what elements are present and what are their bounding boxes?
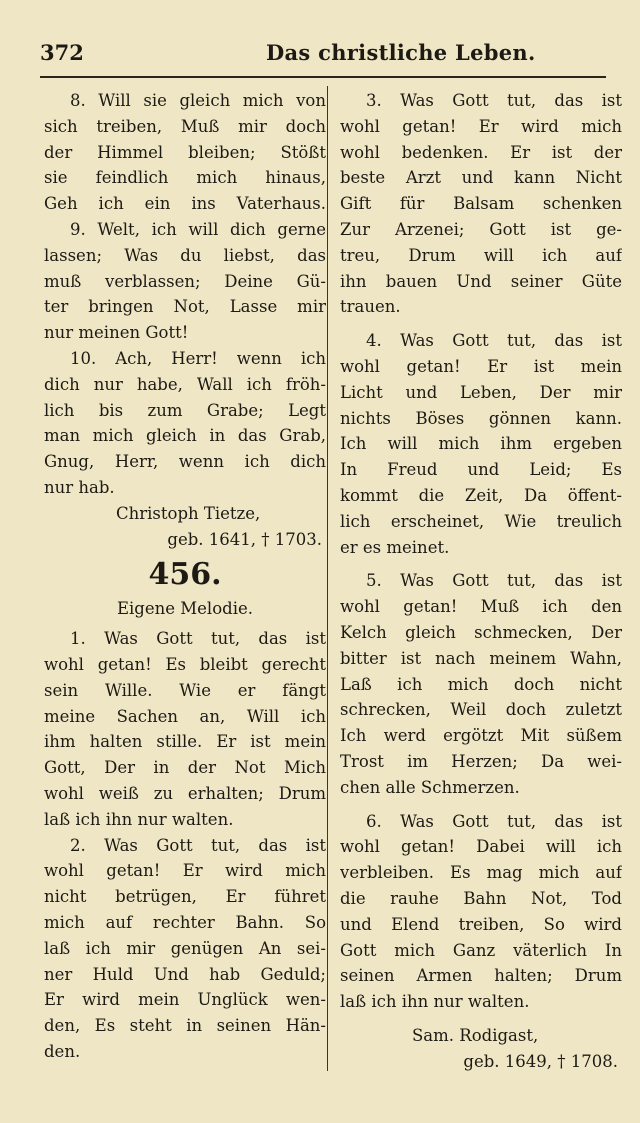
verse-line: In Freud und Leid; Es	[340, 460, 622, 480]
verse-line: Kelch gleich schmecken, Der	[340, 622, 622, 642]
verse-line: Geh ich ein ins Vaterhaus.	[44, 194, 326, 214]
verse-line: wohl getan! Dabei will ich	[340, 837, 622, 857]
verse-line: bitter ist nach meinem Wahn,	[340, 648, 622, 668]
verse-gap	[340, 1015, 622, 1023]
verse-line: 6. Was Gott tut, das ist	[366, 811, 622, 831]
running-title: Das christliche Leben.	[266, 40, 536, 65]
verse-2	[44, 833, 326, 1065]
verse-line: lassen; Was du liebst, das	[44, 245, 326, 265]
melody-note: Eigene Melodie.	[116, 599, 253, 619]
verse-line: sein Wille. Wie er fängt	[44, 680, 326, 700]
verse-line: Er wird mein Unglück wen-	[44, 990, 326, 1010]
verse-line: ihn bauen Und seiner Güte	[340, 271, 622, 291]
verse-line: nichts Böses gönnen kann.	[340, 408, 622, 428]
verse-line: 4. Was Gott tut, das ist	[366, 331, 622, 351]
verse-line: wohl getan! Es bleibt gerecht	[44, 654, 326, 674]
verse-line: beste Arzt und kann Nicht	[340, 168, 622, 188]
verse-1	[44, 626, 326, 832]
verse-line: die rauhe Bahn Not, Tod	[340, 888, 622, 908]
verse-line: 9. Welt, ich will dich gerne	[70, 219, 326, 239]
verse-4	[340, 328, 622, 560]
verse-line: nur hab.	[44, 477, 115, 497]
verse-line: Gift für Balsam schenken	[340, 194, 622, 214]
verse-line: 3. Was Gott tut, das ist	[366, 91, 622, 110]
verse-line: man mich gleich in das Grab,	[44, 426, 326, 446]
verse-line: sich treiben, Muß mir doch	[44, 116, 326, 136]
verse-line: chen alle Schmerzen.	[340, 777, 520, 797]
page-header	[40, 40, 606, 74]
verse-line: ner Huld Und hab Geduld;	[44, 964, 326, 984]
verse-line: Ich werd ergötzt Mit süßem	[340, 726, 622, 746]
verse-line: trauen.	[340, 297, 401, 317]
verse-line: wohl getan! Muß ich den	[340, 597, 622, 617]
verse-line: nicht betrügen, Er führet	[44, 887, 326, 907]
verse-line: wohl getan! Er ist mein	[340, 356, 622, 376]
right-column	[340, 88, 622, 1074]
verse-line: Trost im Herzen; Da wei-	[340, 751, 622, 771]
verse-line: Zur Arzenei; Gott ist ge-	[340, 219, 622, 239]
verse-line: Gott, Der in der Not Mich	[44, 758, 326, 778]
verse-6	[340, 809, 622, 1015]
author-dates: geb. 1649, † 1708.	[463, 1051, 618, 1071]
verse-line: 8. Will sie gleich mich von	[70, 91, 326, 110]
hymn-number: 456.	[148, 557, 222, 593]
verse-line: schrecken, Weil doch zuletzt	[340, 700, 622, 720]
verse-gap	[340, 560, 622, 568]
verse-10	[44, 346, 326, 501]
header-rule	[40, 76, 606, 78]
verse-line: wohl getan! Er wird mich	[340, 116, 622, 136]
verse-line: lich erscheinet, Wie treulich	[340, 511, 622, 531]
verse-line: Gott mich Ganz väterlich In	[340, 940, 622, 960]
verse-line: 2. Was Gott tut, das ist	[70, 835, 326, 855]
verse-line: wohl weiß zu erhalten; Drum	[44, 783, 326, 803]
verse-line: muß verblassen; Deine Gü-	[44, 271, 326, 291]
verse-line: verbleiben. Es mag mich auf	[340, 863, 622, 883]
verse-gap	[340, 320, 622, 328]
verse-line: treu, Drum will ich auf	[340, 245, 622, 265]
page-number: 372	[40, 40, 84, 65]
verse-gap	[340, 801, 622, 809]
verse-line: kommt die Zeit, Da öffent-	[340, 485, 622, 505]
verse-line: 5. Was Gott tut, das ist	[366, 571, 622, 591]
verse-line: laß ich ihn nur walten.	[44, 809, 234, 829]
verse-5	[340, 568, 622, 800]
verse-line: er es meinet.	[340, 537, 450, 557]
left-column	[44, 88, 326, 1065]
verse-line: meine Sachen an, Will ich	[44, 706, 326, 726]
verse-line: den.	[44, 1041, 81, 1061]
verse-line: lich bis zum Grabe; Legt	[44, 400, 326, 420]
verse-line: laß ich ihn nur walten.	[340, 992, 530, 1012]
column-divider	[327, 86, 328, 1071]
verse-line: 1. Was Gott tut, das ist	[70, 629, 326, 649]
author-dates: geb. 1641, † 1703.	[167, 529, 322, 549]
verse-line: 10. Ach, Herr! wenn ich	[70, 348, 326, 368]
verse-line: ihm halten stille. Er ist mein	[44, 732, 326, 752]
verse-line: Gnug, Herr, wenn ich dich	[44, 452, 326, 472]
verse-line: Licht und Leben, Der mir	[340, 382, 622, 402]
verse-line: Ich will mich ihm ergeben	[340, 434, 622, 454]
verse-line: und Elend treiben, So wird	[340, 914, 622, 934]
verse-line: wohl getan! Er wird mich	[44, 861, 326, 881]
verse-9	[44, 217, 326, 346]
verse-line: den, Es steht in seinen Hän-	[44, 1016, 326, 1036]
verse-8	[44, 88, 326, 217]
author-name: Sam. Rodigast,	[412, 1025, 539, 1045]
verse-line: wohl bedenken. Er ist der	[340, 142, 622, 162]
verse-line: mich auf rechter Bahn. So	[44, 912, 326, 932]
verse-3	[340, 88, 622, 320]
verse-line: nur meinen Gott!	[44, 323, 189, 343]
verse-line: ter bringen Not, Lasse mir	[44, 297, 326, 317]
verse-line: sie feindlich mich hinaus,	[44, 168, 326, 188]
verse-line: seinen Armen halten; Drum	[340, 966, 622, 986]
verse-line: laß ich mir genügen An sei-	[44, 938, 326, 958]
verse-line: dich nur habe, Wall ich fröh-	[44, 374, 326, 394]
verse-line: der Himmel bleiben; Stößt	[44, 142, 326, 162]
verse-line: Laß ich mich doch nicht	[340, 674, 622, 694]
author-name: Christoph Tietze,	[116, 503, 261, 523]
